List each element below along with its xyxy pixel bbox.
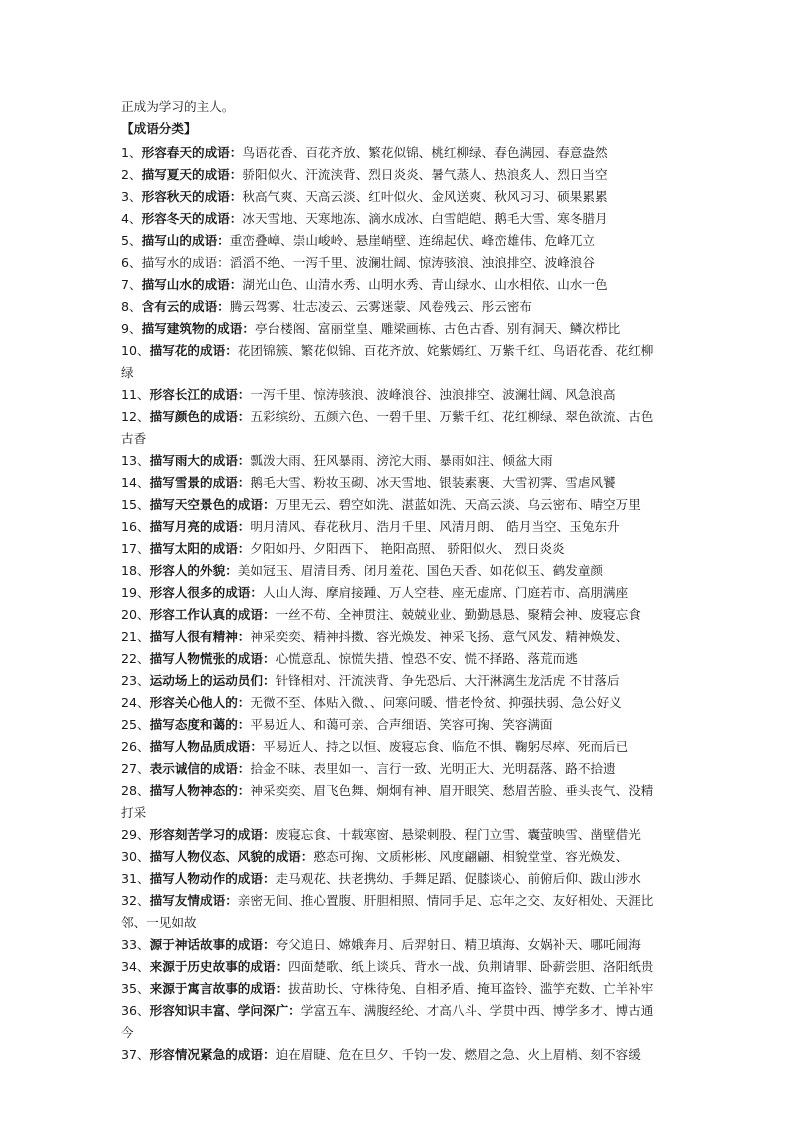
category-colon: ： [250, 739, 263, 754]
list-item-line [121, 538, 681, 560]
category-label: 描写太阳的成语 [149, 541, 238, 556]
category-colon: ： [237, 519, 251, 534]
idiom-words: 冰天雪地、天寒地冻、滴水成冰、白雪皑皑、鹅毛大雪、寒冬腊月 [242, 211, 608, 226]
list-item-line [121, 296, 681, 318]
list-item [121, 648, 681, 670]
list-item-line [121, 340, 681, 362]
category-label: 形容关心他人的 [149, 695, 238, 710]
item-number: 22、 [121, 651, 150, 666]
category-colon: ： [237, 541, 251, 556]
category-colon: ： [237, 387, 251, 402]
idiom-words: 腾云驾雾、壮志凌云、云雾迷蒙、风卷残云、彤云密布 [229, 299, 533, 314]
category-label: 描写雪景的成语 [149, 475, 238, 490]
category-label: 描写水的成语 [141, 255, 218, 270]
idiom-words: 无微不至、体贴入微、、问寒问暖、惜老怜贫、抑强扶弱、急公好义 [250, 695, 622, 710]
category-colon: ： [288, 1003, 301, 1018]
item-number: 32、 [121, 893, 150, 908]
idiom-words-continued: 古香 [121, 431, 147, 446]
item-number: 28、 [121, 783, 150, 798]
category-label: 描写态度和蔼的 [149, 717, 238, 732]
category-label: 形容长江的成语 [149, 387, 238, 402]
category-label: 描写山水的成语 [141, 277, 230, 292]
list-item [121, 758, 681, 780]
category-colon: ： [229, 277, 243, 292]
item-number: 29、 [121, 827, 150, 842]
idiom-words: 万里无云、碧空如洗、湛蓝如洗、天高云淡、乌云密布、晴空万里 [275, 497, 641, 512]
list-item-line [121, 890, 681, 912]
list-item [121, 868, 681, 890]
list-item-line [121, 934, 681, 956]
idiom-words: 平易近人、和蔼可亲、合声细语、笑容可掬、笑容满面 [250, 717, 553, 732]
list-item-line [121, 274, 681, 296]
category-colon: ： [217, 233, 230, 248]
list-item [121, 978, 681, 1000]
idiom-category-list [121, 142, 681, 1066]
category-colon: ： [242, 321, 255, 336]
list-item-line [121, 648, 681, 670]
list-item-line [121, 956, 681, 978]
list-item-line [121, 670, 681, 692]
idiom-words: 针锋相对、汗流浃背、争先恐后、大汗淋漓生龙活虎 不甘落后 [275, 673, 620, 688]
idiom-words: 美如冠玉、眉清目秀、闭月羞花、国色天香、如花似玉、鹤发童颜 [237, 563, 603, 578]
category-label: 来源于寓言故事的成语 [149, 981, 276, 996]
idiom-words: 一泻千里、惊涛骇浪、波峰浪谷、浊浪排空、波澜壮阔、风急浪高 [250, 387, 616, 402]
item-number: 27、 [121, 761, 150, 776]
idiom-words: 鸟语花香、百花齐放、繁花似锦、桃红柳绿、春色满园、春意盎然 [242, 145, 608, 160]
list-item [121, 846, 681, 868]
list-item [121, 296, 681, 318]
list-item [121, 780, 681, 824]
idiom-words: 鹅毛大雪、粉妆玉砌、冰天雪地、银装素裹、大雪初霁、雪虐风饕 [250, 475, 616, 490]
idiom-words: 走马观花、扶老携幼、手舞足蹈、促膝谈心、前俯后仰、跋山涉水 [275, 871, 641, 886]
idiom-words-continued: 打采 [121, 805, 147, 820]
list-item [121, 1000, 681, 1044]
item-number: 3、 [121, 189, 142, 204]
item-number: 18、 [121, 563, 150, 578]
category-colon: ： [262, 871, 276, 886]
category-label: 运动场上的运动员们 [149, 673, 263, 688]
category-colon: ： [262, 607, 276, 622]
list-item-line [121, 714, 681, 736]
idiom-words: 重峦叠嶂、崇山峻岭、悬崖峭壁、连绵起伏、峰峦雄伟、危峰兀立 [229, 233, 595, 248]
category-colon: ： [262, 497, 276, 512]
category-label: 描写人很有精神 [149, 629, 238, 644]
list-item-line [121, 868, 681, 890]
category-label: 形容人很多的成语 [149, 585, 251, 600]
item-number: 34、 [121, 959, 150, 974]
list-item-line [121, 978, 681, 1000]
list-item-line [121, 846, 681, 868]
list-item [121, 890, 681, 934]
category-colon: ： [225, 343, 238, 358]
item-number: 23、 [121, 673, 150, 688]
category-label: 描写人物品质成语 [149, 739, 251, 754]
category-colon: ： [229, 189, 243, 204]
list-item [121, 384, 681, 406]
list-item [121, 142, 681, 164]
item-number: 13、 [121, 453, 150, 468]
category-label: 描写人物仪态、风貌的成语 [149, 849, 301, 864]
category-colon: ： [250, 585, 263, 600]
list-item [121, 538, 681, 560]
list-item [121, 736, 681, 758]
category-label: 形容人的外貌 [149, 563, 226, 578]
category-colon: ： [237, 717, 251, 732]
category-colon: ： [237, 409, 251, 424]
item-number: 26、 [121, 739, 150, 754]
category-label: 含有云的成语 [141, 299, 218, 314]
idiom-words: 瓢泼大雨、狂风暴雨、滂沱大雨、暴雨如注、倾盆大雨 [250, 453, 553, 468]
list-item-line [121, 494, 681, 516]
list-item [121, 186, 681, 208]
item-number: 11、 [121, 387, 150, 402]
item-number: 31、 [121, 871, 150, 886]
list-item [121, 1044, 681, 1066]
idiom-words: 秋高气爽、天高云淡、红叶似火、金风送爽、秋风习习、硕果累累 [242, 189, 608, 204]
category-label: 形容冬天的成语 [141, 211, 230, 226]
list-item-line [121, 318, 681, 340]
list-item [121, 670, 681, 692]
item-number: 21、 [121, 629, 150, 644]
category-label: 描写花的成语 [149, 343, 226, 358]
category-label: 形容工作认真的成语 [149, 607, 263, 622]
idiom-words: 学富五车、满腹经纶、才高八斗、学贯中西、博学多才、博古通 [300, 1003, 654, 1018]
category-colon: ： [262, 937, 276, 952]
idiom-words: 骄阳似火、汗流浃背、烈日炎炎、暑气蒸人、热浪炙人、烈日当空 [242, 167, 608, 182]
idiom-words: 人山人海、摩肩接踵、万人空巷、座无虚席、门庭若市、高朋满座 [262, 585, 629, 600]
list-item [121, 934, 681, 956]
list-item-line [121, 450, 681, 472]
idiom-words: 滔滔不绝、一泻千里、波澜壮阔、惊涛骇浪、浊浪排空、波峰浪谷 [229, 255, 595, 270]
item-number: 37、 [121, 1047, 150, 1062]
list-item-line [121, 186, 681, 208]
list-item [121, 274, 681, 296]
item-number: 2、 [121, 167, 142, 182]
list-item [121, 582, 681, 604]
category-label: 形容春天的成语 [141, 145, 230, 160]
idiom-words: 亭台楼阁、富丽堂皇、雕梁画栋、古色古香、别有洞天、鳞次栉比 [254, 321, 621, 336]
list-item [121, 252, 681, 274]
item-number: 30、 [121, 849, 150, 864]
list-item [121, 406, 681, 450]
section-heading: 【成语分类】 [121, 121, 197, 136]
list-item [121, 626, 681, 648]
category-label: 描写人物动作的成语 [149, 871, 263, 886]
item-number: 5、 [121, 233, 142, 248]
list-item [121, 956, 681, 978]
list-item [121, 824, 681, 846]
item-number: 14、 [121, 475, 150, 490]
category-colon: ： [217, 255, 230, 270]
idiom-words: 拾金不昧、表里如一、言行一致、光明正大、光明磊落、路不拾遗 [250, 761, 616, 776]
list-item [121, 714, 681, 736]
list-item [121, 494, 681, 516]
idiom-words-continued: 今 [121, 1025, 134, 1040]
idiom-words-continued: 绿 [121, 365, 134, 380]
category-label: 形容刻苦学习的成语 [149, 827, 263, 842]
category-colon: ： [262, 673, 276, 688]
list-item-line [121, 736, 681, 758]
list-item-line [121, 560, 681, 582]
category-label: 描写人物慌张的成语 [149, 651, 263, 666]
item-number: 20、 [121, 607, 150, 622]
category-colon: ： [229, 145, 243, 160]
idiom-words: 平易近人、持之以恒、废寝忘食、临危不惧、鞠躬尽瘁、死而后已 [262, 739, 629, 754]
idiom-words: 拔苗助长、守株待兔、自相矛盾、掩耳盗铃、滥竽充数、亡羊补牢 [288, 981, 654, 996]
category-label: 来源于历史故事的成语 [149, 959, 276, 974]
list-item-line [121, 252, 681, 274]
category-colon: ： [225, 893, 238, 908]
idiom-words: 一丝不苟、全神贯注、兢兢业业、勤勤恳恳、聚精会神、废寝忘食 [275, 607, 641, 622]
item-number: 25、 [121, 717, 150, 732]
category-label: 描写友情成语 [149, 893, 226, 908]
idiom-words-continued: 邻、一见如故 [121, 915, 197, 930]
category-label: 表示诚信的成语 [149, 761, 238, 776]
item-number: 36、 [121, 1003, 150, 1018]
list-item [121, 450, 681, 472]
list-item-line [121, 626, 681, 648]
category-label: 描写夏天的成语 [141, 167, 230, 182]
category-label: 描写人物神态的 [149, 783, 238, 798]
idiom-words: 夕阳如丹、夕阳西下、 艳阳高照、 骄阳似火、 烈日炎炎 [250, 541, 565, 556]
list-item-line [121, 472, 681, 494]
item-number: 35、 [121, 981, 150, 996]
category-colon: ： [262, 1047, 276, 1062]
idiom-words: 憨态可掬、文质彬彬、风度翩翩、相貌堂堂、容光焕发、 [313, 849, 629, 864]
list-item-line [121, 1000, 681, 1022]
category-colon: ： [237, 453, 251, 468]
list-item-line [121, 516, 681, 538]
category-colon: ： [262, 651, 276, 666]
list-item-line [121, 780, 681, 802]
category-label: 形容秋天的成语 [141, 189, 230, 204]
category-colon: ： [229, 211, 243, 226]
category-colon: ： [275, 959, 289, 974]
list-item-line [121, 230, 681, 252]
list-item-line [121, 142, 681, 164]
item-number: 15、 [121, 497, 150, 512]
list-item [121, 692, 681, 714]
idiom-words: 五彩缤纷、五颜六色、一碧千里、万紫千红、花红柳绿、翠色欲流、古色 [250, 409, 654, 424]
idiom-words: 神采奕奕、精神抖擞、容光焕发、神采飞扬、意气风发、精神焕发、 [250, 629, 629, 644]
item-number: 10、 [121, 343, 150, 358]
list-item [121, 516, 681, 538]
document-page [121, 96, 681, 1066]
category-label: 源于神话故事的成语 [149, 937, 263, 952]
idiom-words: 心慌意乱、惊慌失措、惶恐不安、慌不择路、落荒而逃 [275, 651, 578, 666]
category-label: 描写山的成语 [141, 233, 218, 248]
idiom-words: 四面楚歌、纸上谈兵、背水一战、负荆请罪、卧薪尝胆、洛阳纸贵 [288, 959, 654, 974]
list-item [121, 164, 681, 186]
category-colon: ： [237, 629, 251, 644]
idiom-words: 废寝忘食、十载寒窗、悬梁刺股、程门立雪、囊萤映雪、凿壁借光 [275, 827, 641, 842]
item-number: 6、 [121, 255, 142, 270]
list-item [121, 318, 681, 340]
idiom-words: 亲密无间、推心置腹、肝胆相照、情同手足、忘年之交、友好相处、天涯比 [237, 893, 654, 908]
category-label: 描写建筑物的成语 [141, 321, 243, 336]
item-number: 7、 [121, 277, 142, 292]
list-item [121, 604, 681, 626]
list-item-line [121, 1044, 681, 1066]
category-label: 形容情况紧急的成语 [149, 1047, 263, 1062]
category-colon: ： [225, 563, 238, 578]
category-colon: ： [300, 849, 314, 864]
idiom-words: 夸父追日、嫦娥奔月、后羿射日、精卫填海、女娲补天、哪吒闹海 [275, 937, 641, 952]
category-label: 描写月亮的成语 [149, 519, 238, 534]
category-colon: ： [237, 475, 251, 490]
category-label: 描写雨大的成语 [149, 453, 238, 468]
category-label: 描写天空景色的成语 [149, 497, 263, 512]
idiom-words: 迫在眉睫、危在旦夕、千钧一发、燃眉之急、火上眉梢、刻不容缓 [275, 1047, 641, 1062]
intro-line: 正成为学习的主人。 [121, 99, 235, 114]
list-item [121, 560, 681, 582]
list-item-line [121, 582, 681, 604]
item-number: 16、 [121, 519, 150, 534]
category-label: 描写颜色的成语 [149, 409, 238, 424]
list-item-line [121, 384, 681, 406]
idiom-words: 神采奕奕、眉飞色舞、炯炯有神、眉开眼笑、愁眉苦脸、垂头丧气、没精 [250, 783, 654, 798]
list-item-line [121, 758, 681, 780]
list-item-line [121, 406, 681, 428]
list-item-line [121, 692, 681, 714]
item-number: 19、 [121, 585, 150, 600]
item-number: 9、 [121, 321, 142, 336]
list-item-line [121, 208, 681, 230]
category-label: 形容知识丰富、学问深广 [149, 1003, 289, 1018]
item-number: 8、 [121, 299, 142, 314]
item-number: 17、 [121, 541, 150, 556]
item-number: 24、 [121, 695, 150, 710]
idiom-words: 湖光山色、山清水秀、山明水秀、青山绿水、山水相依、山水一色 [242, 277, 608, 292]
list-item [121, 340, 681, 384]
category-colon: ： [237, 783, 251, 798]
category-colon: ： [217, 299, 230, 314]
item-number: 12、 [121, 409, 150, 424]
idiom-words: 明月清风、春花秋月、浩月千里、风清月朗、 皓月当空、玉兔东升 [250, 519, 620, 534]
category-colon: ： [229, 167, 243, 182]
item-number: 33、 [121, 937, 150, 952]
item-number: 4、 [121, 211, 142, 226]
category-colon: ： [262, 827, 276, 842]
list-item [121, 472, 681, 494]
category-colon: ： [237, 695, 251, 710]
item-number: 1、 [121, 145, 142, 160]
idiom-words: 花团锦簇、繁花似锦、百花齐放、姹紫嫣红、万紫千红、鸟语花香、花红柳 [237, 343, 654, 358]
list-item [121, 230, 681, 252]
list-item-line [121, 164, 681, 186]
category-colon: ： [237, 761, 251, 776]
category-colon: ： [275, 981, 289, 996]
list-item-line [121, 824, 681, 846]
list-item-line [121, 604, 681, 626]
list-item [121, 208, 681, 230]
